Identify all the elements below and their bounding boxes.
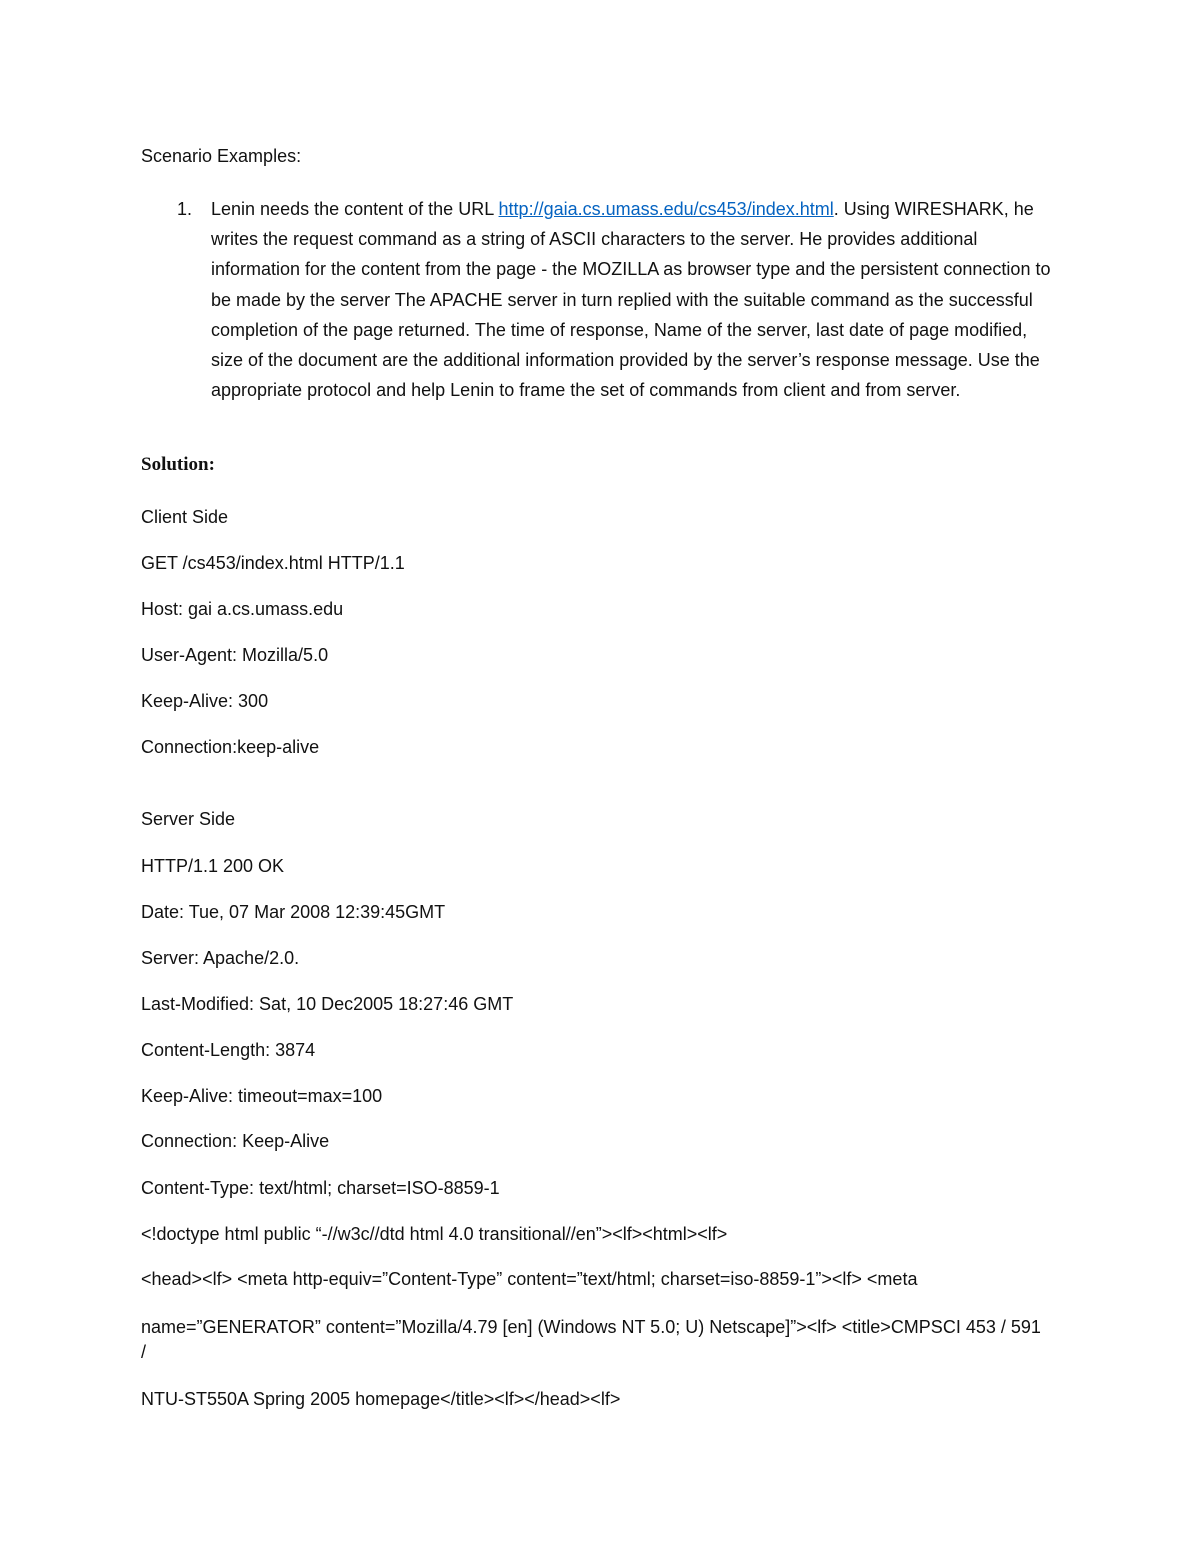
client-side-title: Client Side — [141, 507, 229, 527]
server-side-title: Server Side — [141, 809, 236, 829]
server-line-content-length: Content-Length: 3874 — [141, 1040, 316, 1060]
server-line-connection: Connection: Keep-Alive — [141, 1131, 330, 1151]
server-line-generator: name=”GENERATOR” content=”Mozilla/4.79 [en] (Windows NT 5.0; U) Netscape]”><lf> <title>CMPSCI 453 / 591 / — [141, 1317, 1041, 1362]
client-line-host: Host: gai a.cs.umass.edu — [141, 599, 344, 619]
scenario-rest: . Using WIRESHARK, he writes the request command as a string of ASCII characters to the server. He provides additional information for the content from the page - the MOZILLA as browser type and the persistent connection to be made by the server The APACHE server in turn replied with the suitable command as the successful completion of the page returned. The time of response, Name of the server, last date of page modified, size of the document are the additional information provided by the server’s response message. Use the appropriate protocol and help Lenin to frame the set of commands from client and from server. — [211, 199, 1051, 401]
client-line-keep-alive: Keep-Alive: 300 — [141, 691, 269, 711]
list-number: 1. — [177, 199, 193, 219]
server-line-last-modified: Last-Modified: Sat, 10 Dec2005 18:27:46 GMT — [141, 994, 514, 1014]
server-line-head-meta: <head><lf> <meta http-equiv=”Content-Type” content=”text/html; charset=iso-8859-1”><lf> <meta — [141, 1269, 918, 1289]
server-line-keep-alive: Keep-Alive: timeout=max=100 — [141, 1086, 383, 1106]
server-line-date: Date: Tue, 07 Mar 2008 12:39:45GMT — [141, 902, 446, 922]
server-line-server: Server: Apache/2.0. — [141, 948, 300, 968]
client-line-connection: Connection:keep-alive — [141, 737, 320, 757]
server-line-title: NTU-ST550A Spring 2005 homepage</title><lf></head><lf> — [141, 1389, 621, 1409]
url-link[interactable]: http://gaia.cs.umass.edu/cs453/index.html — [498, 199, 834, 219]
client-line-user-agent: User-Agent: Mozilla/5.0 — [141, 645, 329, 665]
server-line-status: HTTP/1.1 200 OK — [141, 856, 285, 876]
client-line-request: GET /cs453/index.html HTTP/1.1 — [141, 553, 405, 573]
scenario-intro: Lenin needs the content of the URL — [211, 199, 499, 219]
solution-label: Solution: — [141, 454, 215, 475]
server-line-content-type: Content-Type: text/html; charset=ISO-8859-1 — [141, 1178, 500, 1198]
scenario-text — [211, 194, 1061, 405]
scenario-heading: Scenario Examples: — [141, 146, 302, 166]
server-line-doctype: <!doctype html public “-//w3c//dtd html 4.0 transitional//en”><lf><html><lf> — [141, 1224, 728, 1244]
